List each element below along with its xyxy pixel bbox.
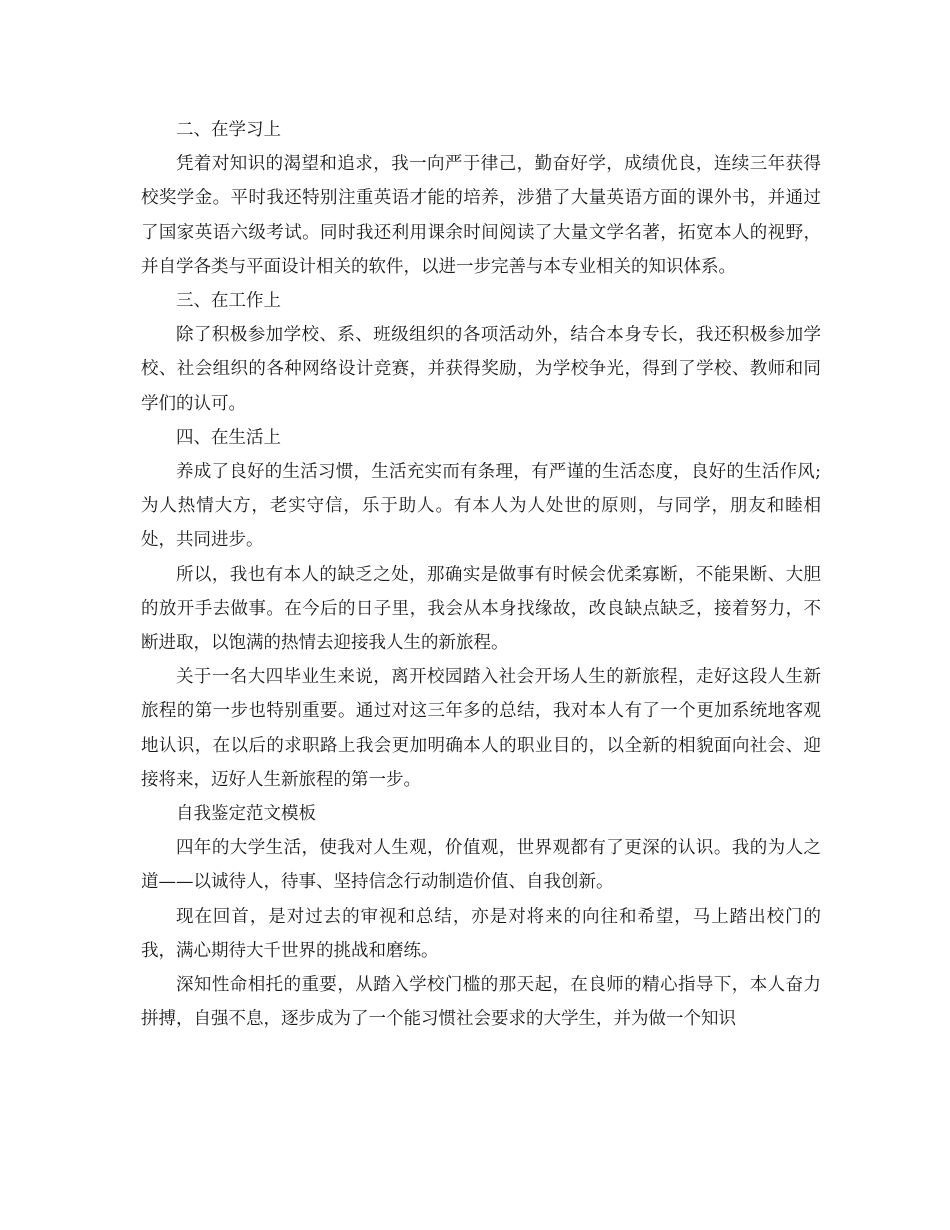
section-heading-template: 自我鉴定范文模板	[176, 804, 316, 825]
paragraph-life: 养成了良好的生活习惯，生活充实而有条理，有严谨的生活态度，良好的生活作风;为人热情大方，老实守信，乐于助人。有本人为人处世的原则，与同学，朋友和睦相处，共同进步。	[141, 462, 821, 551]
document-body	[141, 113, 821, 1036]
paragraph-work: 除了积极参加学校、系、班级组织的各项活动外，结合本身专长，我还积极参加学校、社会组织的各种网络设计竞赛，并获得奖励，为学校争光，得到了学校、教师和同学们的认可。	[141, 325, 821, 414]
paragraph-university-life: 四年的大学生活，使我对人生观，价值观，世界观都有了更深的认识。我的为人之道——以诚待人，待事、坚持信念行动制造价值、自我创新。	[141, 838, 821, 893]
section-heading-life: 四、在生活上	[176, 427, 281, 448]
section-heading-work: 三、在工作上	[176, 291, 281, 312]
paragraph-study: 凭着对知识的渴望和追求，我一向严于律己，勤奋好学，成绩优良，连续三年获得校奖学金。平时我还特别注重英语才能的培养，涉猎了大量英语方面的课外书，并通过了国家英语六级考试。同时我还利用课余时间阅读了大量文学名著，拓宽本人的视野，并自学各类与平面设计相关的软件，以进一步完善与本专业相关的知识体系。	[141, 154, 821, 277]
paragraph-shortcomings: 所以，我也有本人的缺乏之处，那确实是做事有时候会优柔寡断，不能果断、大胆的放开手去做事。在今后的日子里，我会从本身找缘故，改良缺点缺乏，接着努力，不断进取，以饱满的热情去迎接我人生的新旅程。	[141, 564, 821, 654]
paragraph-looking-back: 现在回首，是对过去的审视和总结，亦是对将来的向往和希望，马上踏出校门的我，满心期待大千世界的挑战和磨练。	[141, 906, 821, 961]
section-heading-study: 二、在学习上	[176, 120, 281, 140]
paragraph-responsibility: 深知性命相托的重要，从踏入学校门槛的那天起，在良师的精心指导下，本人奋力拼搏，自强不息，逐步成为了一个能习惯社会要求的大学生，并为做一个知识	[141, 975, 821, 1030]
paragraph-summary: 关于一名大四毕业生来说，离开校园踏入社会开场人生的新旅程，走好这段人生新旅程的第一步也特别重要。通过对这三年多的总结，我对本人有了一个更加系统地客观地认识，在以后的求职路上我会更加明确本人的职业目的，以全新的相貌面向社会、迎接将来，迈好人生新旅程的第一步。	[141, 667, 821, 790]
